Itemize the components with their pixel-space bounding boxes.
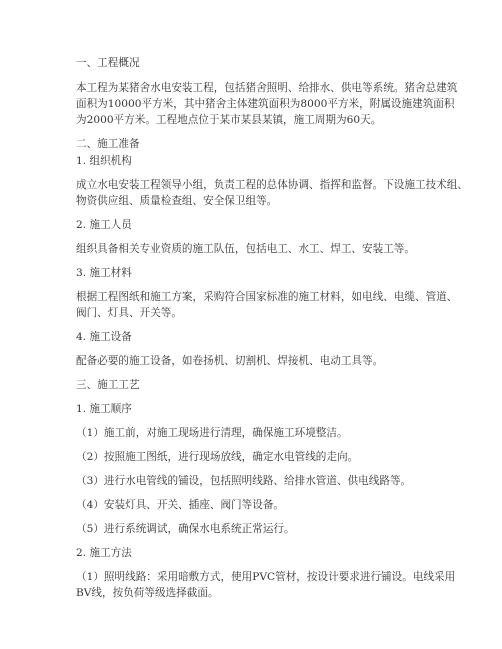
list-item: （3）进行水电管线的铺设，包括照明线路、给排水管道、供电线路等。 xyxy=(76,475,412,487)
paragraph-line: 面积为10000平方米，其中猪舍主体建筑面积为8000平方米，附属设施建筑面积 xyxy=(76,98,455,110)
list-item: （5）进行系统调试，确保水电系统正常运行。 xyxy=(76,523,295,535)
paragraph-line: 组织具备相关专业资质的施工队伍，包括电工、水工、焊工、安装工等。 xyxy=(76,243,415,255)
paragraph-line: 本工程为某猪舍水电安装工程，包括猪舍照明、给排水、供电等系统。猪舍总建筑 xyxy=(76,82,458,94)
list-item: （1）施工前，对施工现场进行清理，确保施工环境整洁。 xyxy=(76,427,348,439)
subheading-equipment: 4. 施工设备 xyxy=(76,331,132,343)
paragraph-line: 阀门、灯具、开关等。 xyxy=(76,307,182,319)
section-heading-overview: 一、工程概况 xyxy=(76,57,140,69)
list-item: （2）按照施工图纸，进行现场放线，确定水电管线的走向。 xyxy=(76,451,359,463)
subheading-personnel: 2. 施工人员 xyxy=(76,219,132,231)
paragraph-line: 物资供应组、质量检查组、安全保卫组等。 xyxy=(76,195,278,207)
list-item: （1）照明线路：采用暗敷方式，使用PVC管材，按设计要求进行铺设。电线采用 xyxy=(76,571,456,583)
paragraph-line: 成立水电安装工程领导小组，负责工程的总体协调、指挥和监督。下设施工技术组、 xyxy=(76,179,468,191)
section-heading-process: 三、施工工艺 xyxy=(76,379,140,391)
subheading-organization: 1. 组织机构 xyxy=(76,155,132,167)
section-heading-preparation: 二、施工准备 xyxy=(76,138,140,150)
list-item-continuation: BV线，按负荷等级选择截面。 xyxy=(76,587,219,599)
list-item: （4）安装灯具、开关、插座、阀门等设备。 xyxy=(76,499,285,511)
paragraph-line: 配备必要的施工设备，如卷扬机、切割机、焊接机、电动工具等。 xyxy=(76,355,384,367)
paragraph-line: 根据工程图纸和施工方案，采购符合国家标准的施工材料，如电线、电缆、管道、 xyxy=(76,291,458,303)
paragraph-line: 为2000平方米。工程地点位于某市某县某镇，施工周期为60天。 xyxy=(76,114,382,126)
subheading-materials: 3. 施工材料 xyxy=(76,267,132,279)
subheading-method: 2. 施工方法 xyxy=(76,547,132,559)
subheading-sequence: 1. 施工顺序 xyxy=(76,403,132,415)
